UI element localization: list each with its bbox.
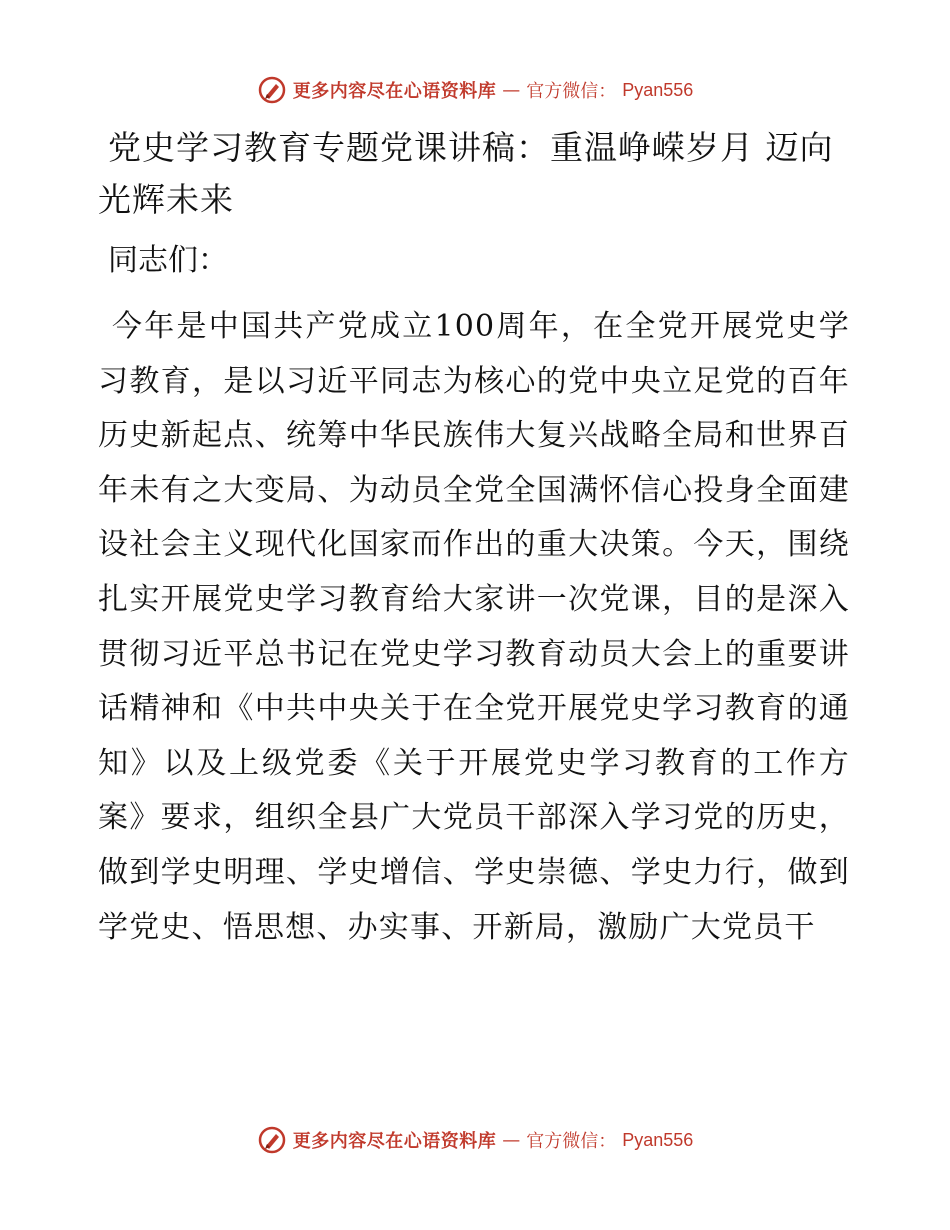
document-title: 党史学习教育专题党课讲稿：重温峥嵘岁月 迈向光辉未来	[98, 128, 834, 219]
banner-wechat-id: Pyan556	[622, 1129, 694, 1150]
document-body	[98, 122, 850, 955]
banner-main-text: 更多内容尽在心语资料库	[292, 1131, 497, 1152]
banner-separator: —	[502, 79, 521, 101]
footer-banner	[0, 1120, 950, 1160]
banner-wechat-label: 官方微信：	[526, 81, 617, 102]
header-banner	[0, 70, 950, 110]
banner-wechat-label: 官方微信：	[526, 1131, 617, 1152]
salutation: 同志们：	[108, 243, 228, 278]
pen-nib-logo-icon	[257, 75, 287, 105]
paragraph-1: 今年是中国共产党成立100周年，在全党开展党史学习教育，是以习近平同志为核心的党中央立足党的百年历史新起点、统筹中华民族伟大复兴战略全局和世界百年未有之大变局、为动员全党全国满怀信心投身全面建设社会主义现代化国家而作出的重大决策。今天，围绕扎实开展党史学习教育给大家讲一次党课，目的是深入贯彻习近平总书记在党史学习教育动员大会上的重要讲话精神和《中共中央关于在全党开展党史学习教育的通知》以及上级党委《关于开展党史学习教育的工作方案》要求，组织全县广大党员干部深入学习党的历史，做到学史明理、学史增信、学史崇德、学史力行，做到学党史、悟思想、办实事、开新局，激励广大党员干	[98, 309, 850, 945]
pen-nib-logo-icon	[257, 1125, 287, 1155]
banner-wechat-id: Pyan556	[622, 79, 694, 100]
banner-separator: —	[502, 1129, 521, 1151]
banner-main-text: 更多内容尽在心语资料库	[292, 81, 497, 102]
